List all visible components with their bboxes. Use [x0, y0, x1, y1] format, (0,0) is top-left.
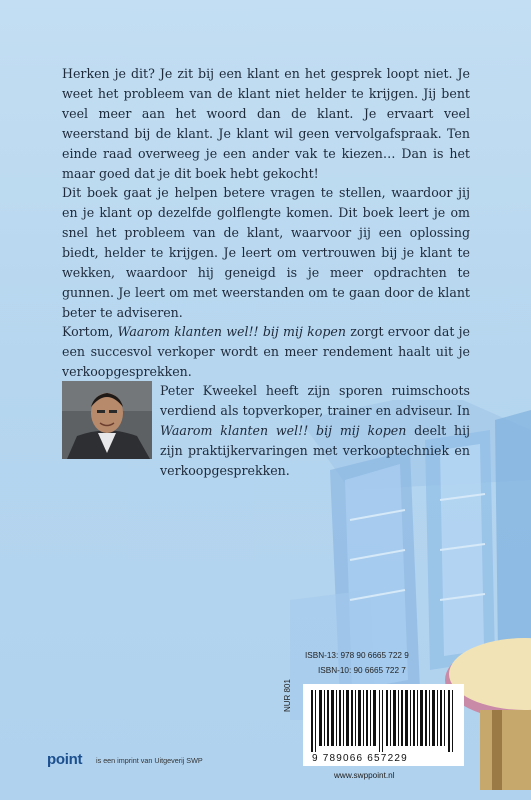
summary-prefix: Kortom,: [62, 324, 118, 339]
imprint-line: is een imprint van Uitgeverij SWP: [96, 756, 203, 765]
bio-prefix: Peter Kweekel heeft zijn sporen ruimschoots verdiend als topverkoper, trainer en adviseur. In: [160, 383, 470, 418]
isbn-10: ISBN-10: 90 6665 722 7: [318, 666, 406, 675]
summary-paragraph: [62, 322, 470, 382]
nur-code: NUR 801: [283, 679, 292, 712]
benefits-paragraph: Dit boek gaat je helpen betere vragen te stellen, waardoor jij en je klant op dezelfde golflengte komen. Dit boek leert je om snel het probleem van de klant, waarvoor jij een oplossing biedt, helder te krijgen. Je leert om vertrouwen bij je klant te wekken, waardoor hij geneigd is je meer opdrachten te gunnen. Je leert om met weerstanden om te gaan door de klant beter te adviseren.: [62, 185, 470, 320]
bio-suffix: deelt hij zijn praktijkervaringen met verkooptechniek en verkoopgesprekken.: [160, 423, 470, 478]
isbn-13: ISBN-13: 978 90 6665 722 9: [305, 651, 409, 660]
publisher-website: www.swppoint.nl: [334, 771, 395, 780]
barcode-bars: [303, 684, 464, 754]
author-photo: [62, 381, 152, 459]
intro-paragraph: Herken je dit? Je zit bij een klant en het gesprek loopt niet. Je weet het probleem van de klant niet helder te krijgen. Jij bent veel meer aan het woord dan de klant. Je ervaart veel weerstand bij de klant. Je klant wil geen vervolgafspraak. Ten einde raad overweeg je een ander vak te kiezen… Dan is het maar goed dat je dit boek hebt gekocht!: [62, 66, 470, 181]
point-logo: point: [47, 751, 83, 768]
author-bio: [160, 381, 470, 481]
book-title: Waarom klanten wel!! bij mij kopen: [117, 324, 346, 339]
barcode-digits: 9 789066 657229: [312, 753, 408, 764]
summary-suffix: zorgt ervoor dat je een succesvol verkoper wordt en meer rendement haalt uit je verkoopgesprekken.: [62, 324, 471, 379]
bio-book-title: Waarom klanten wel!! bij mij kopen: [160, 423, 407, 438]
